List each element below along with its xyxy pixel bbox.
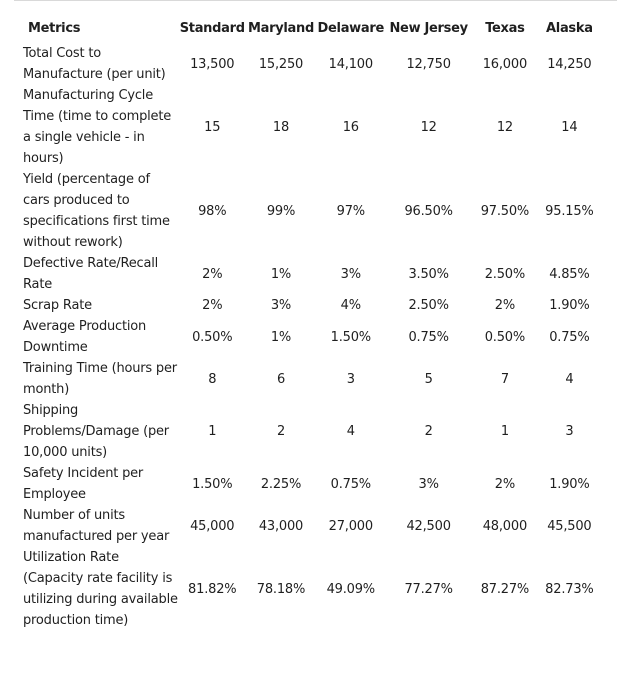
value-cell-maryland: 2 (276, 424, 286, 439)
value-cell-delaware: 16 (342, 119, 359, 135)
value-cell-texas: 1 (500, 424, 509, 439)
table-row (20, 169, 600, 253)
top-divider (14, 0, 617, 1)
table-row (20, 295, 600, 316)
table-body (20, 43, 600, 631)
value-cell-new-jersey: 77.27% (404, 581, 453, 597)
metric-name-cell: Average Production Downtime (23, 319, 147, 355)
metric-name-cell: Total Cost to Manufacture (per unit) (23, 46, 166, 82)
header-standard: Standard (179, 21, 245, 36)
value-cell-texas: 12 (496, 119, 513, 135)
header-delaware: Delaware (317, 21, 384, 36)
metric-name-cell: Scrap Rate (23, 298, 92, 313)
value-cell-standard: 2% (202, 298, 223, 313)
value-cell-new-jersey: 42,500 (406, 518, 451, 534)
value-cell-maryland: 15,250 (258, 56, 304, 72)
value-cell-standard: 8 (208, 371, 217, 387)
table-row (20, 43, 600, 85)
value-cell-maryland: 78.18% (256, 581, 306, 597)
value-cell-new-jersey: 3% (418, 476, 439, 492)
header-row (20, 16, 600, 43)
metric-name-cell: Shipping Problems/Damage (per 10,000 units) (23, 403, 169, 460)
value-cell-standard: 0.50% (192, 329, 233, 345)
value-cell-standard: 1.50% (192, 476, 233, 492)
table-row (20, 358, 600, 400)
value-cell-delaware: 0.75% (330, 476, 371, 492)
metric-name-cell: Utilization Rate (Capacity rate facility is utilizing during available production time) (23, 550, 178, 628)
value-cell-standard: 45,000 (190, 518, 235, 534)
value-cell-standard: 81.82% (188, 581, 237, 597)
value-cell-maryland: 1% (270, 329, 292, 345)
value-cell-alaska: 4 (565, 371, 574, 387)
value-cell-maryland: 1% (270, 266, 292, 282)
value-cell-new-jersey: 96.50% (404, 203, 453, 219)
value-cell-texas: 2% (494, 298, 515, 313)
value-cell-alaska: 3 (565, 424, 574, 439)
value-cell-texas: 48,000 (482, 518, 528, 534)
header-alaska: Alaska (546, 21, 593, 36)
value-cell-maryland: 2.25% (260, 476, 302, 492)
metric-name-cell: Manufacturing Cycle Time (time to complete a single vehicle - in hours) (23, 88, 172, 166)
value-cell-maryland: 18 (272, 119, 290, 135)
value-cell-new-jersey: 2 (424, 424, 433, 439)
value-cell-maryland: 6 (276, 371, 286, 387)
table-row (20, 253, 600, 295)
metric-name-cell: Safety Incident per Employee (23, 466, 144, 502)
value-cell-delaware: 14,100 (328, 56, 373, 72)
value-cell-standard: 15 (204, 119, 221, 135)
table-row (20, 400, 600, 463)
value-cell-maryland: 43,000 (258, 518, 304, 534)
header-texas: Texas (485, 21, 525, 36)
value-cell-alaska: 0.75% (549, 329, 590, 345)
value-cell-alaska: 1.90% (549, 476, 590, 492)
value-cell-alaska: 14 (561, 119, 578, 135)
header-metrics: Metrics (28, 21, 81, 36)
header-maryland: Maryland (247, 21, 314, 36)
value-cell-new-jersey: 3.50% (408, 266, 449, 282)
value-cell-maryland: 99% (266, 203, 296, 219)
value-cell-alaska: 4.85% (549, 266, 590, 282)
table-row (20, 463, 600, 505)
table-row (20, 85, 600, 169)
table-row (20, 505, 600, 547)
value-cell-alaska: 1.90% (549, 298, 590, 313)
value-cell-texas: 87.27% (480, 581, 530, 597)
value-cell-delaware: 27,000 (328, 518, 373, 534)
value-cell-texas: 97.50% (480, 203, 530, 219)
value-cell-alaska: 82.73% (545, 581, 594, 597)
value-cell-texas: 0.50% (484, 329, 526, 345)
value-cell-alaska: 14,250 (547, 56, 592, 72)
value-cell-alaska: 95.15% (545, 203, 594, 219)
metric-name-cell: Number of units manufactured per year (23, 508, 170, 544)
table-row (20, 547, 600, 631)
table-row (20, 316, 600, 358)
metric-name-cell: Training Time (hours per month) (23, 361, 177, 397)
metrics-comparison-table (20, 16, 600, 631)
value-cell-delaware: 4% (340, 298, 361, 313)
value-cell-new-jersey: 12,750 (406, 56, 451, 72)
metric-name-cell: Yield (percentage of cars produced to specifications first time without rework) (23, 172, 170, 250)
value-cell-delaware: 1.50% (330, 329, 371, 345)
value-cell-delaware: 97% (336, 203, 365, 219)
value-cell-new-jersey: 2.50% (408, 298, 449, 313)
value-cell-texas: 2% (494, 476, 515, 492)
value-cell-new-jersey: 12 (420, 119, 437, 135)
value-cell-alaska: 45,500 (547, 518, 592, 534)
value-cell-delaware: 3 (346, 371, 355, 387)
value-cell-standard: 98% (198, 203, 227, 219)
metric-name-cell: Defective Rate/Recall Rate (23, 256, 159, 292)
value-cell-delaware: 4 (346, 424, 355, 439)
value-cell-new-jersey: 5 (424, 371, 433, 387)
value-cell-standard: 1 (208, 424, 217, 439)
value-cell-texas: 7 (500, 371, 509, 387)
value-cell-texas: 2.50% (484, 266, 526, 282)
value-cell-standard: 2% (202, 266, 223, 282)
value-cell-new-jersey: 0.75% (408, 329, 449, 345)
value-cell-texas: 16,000 (482, 56, 528, 72)
value-cell-delaware: 49.09% (326, 581, 375, 597)
value-cell-standard: 13,500 (190, 56, 235, 72)
value-cell-maryland: 3% (270, 298, 292, 313)
value-cell-delaware: 3% (340, 266, 361, 282)
header-new-jersey: New Jersey (389, 21, 468, 36)
